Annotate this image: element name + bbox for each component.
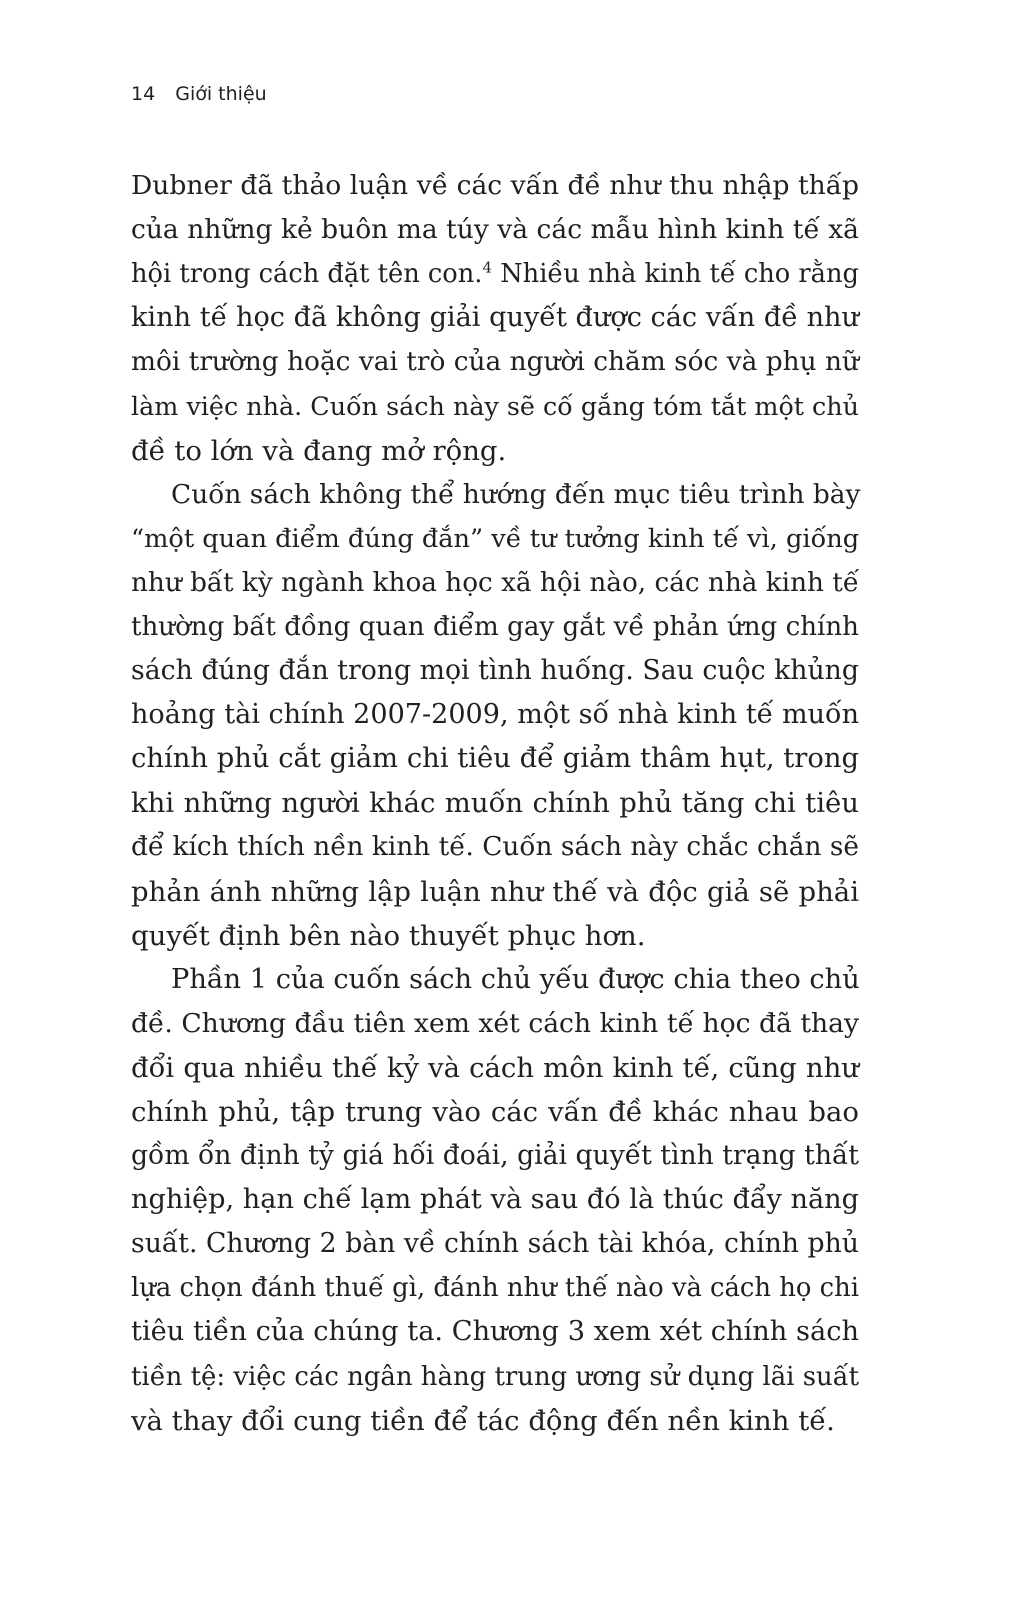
text-line: “một quan điểm đúng đắn” về tư tưởng kinh tế vì, giống: [131, 523, 860, 554]
text-line: đề. Chương đầu tiên xem xét cách kinh tế học đã thay: [131, 1007, 859, 1039]
text-line: suất. Chương 2 bàn về chính sách tài khóa, chính phủ: [131, 1228, 859, 1260]
running-header: [131, 80, 267, 108]
text-line: thường bất đồng quan điểm gay gắt về phản ứng chính: [131, 611, 859, 642]
text-line: Cuốn sách không thể hướng đến mục tiêu trình bày: [171, 478, 861, 510]
body-text: [131, 164, 859, 1443]
text-line-end: Nhiều nhà kinh tế cho rằng: [500, 259, 859, 290]
text-line: và thay đổi cung tiền để tác động đến nền kinh tế.: [131, 1404, 835, 1437]
text-line: chính phủ cắt giảm chi tiêu để giảm thâm hụt, trong: [131, 743, 859, 775]
text-line: làm việc nhà. Cuốn sách này sẽ cố gắng tóm tắt một chủ: [131, 391, 859, 422]
text-line: sách đúng đắn trong mọi tình huống. Sau cuộc khủng: [131, 655, 859, 687]
text-line: lựa chọn đánh thuế gì, đánh như thế nào và cách họ chi: [131, 1273, 859, 1304]
text-line: như bất kỳ ngành khoa học xã hội nào, các nhà kinh tế: [131, 567, 859, 598]
running-title: Giới thiệu: [175, 83, 267, 105]
text-line: để kích thích nền kinh tế. Cuốn sách này chắc chắn sẽ: [131, 832, 859, 863]
text-line: gồm ổn định tỷ giá hối đoái, giải quyết tình trạng thất: [131, 1140, 859, 1172]
text-line: hoảng tài chính 2007-2009, một số nhà kinh tế muốn: [131, 699, 859, 731]
text-line: đề to lớn và đang mở rộng.: [131, 434, 507, 467]
text-line: đổi qua nhiều thế kỷ và cách môn kinh tế, cũng như: [131, 1051, 859, 1084]
text-line: chính phủ, tập trung vào các vấn đề khác nhau bao: [131, 1095, 859, 1128]
paragraph-1: [131, 164, 859, 473]
page-number: 14: [131, 83, 156, 105]
text-line: Dubner đã thảo luận về các vấn đề như thu nhập thấp: [131, 170, 859, 201]
paragraph-2: [131, 473, 859, 958]
paragraph-3: [131, 958, 859, 1443]
text-line: tiền tệ: việc các ngân hàng trung ương sử dụng lãi suất: [131, 1361, 859, 1392]
text-line-start: hội trong cách đặt tên con.: [131, 259, 483, 290]
text-line: khi những người khác muốn chính phủ tăng chi tiêu: [131, 787, 859, 820]
text-line: của những kẻ buôn ma túy và các mẫu hình kinh tế xã: [131, 214, 859, 246]
text-line: kinh tế học đã không giải quyết được các vấn đề như: [131, 302, 859, 334]
text-line: Phần 1 của cuốn sách chủ yếu được chia theo chủ: [171, 963, 860, 995]
text-line: tiêu tiền của chúng ta. Chương 3 xem xét chính sách: [131, 1316, 859, 1348]
text-line: môi trường hoặc vai trò của người chăm sóc và phụ nữ: [131, 347, 859, 378]
text-line: phản ánh những lập luận như thế và độc giả sẽ phải: [131, 875, 859, 908]
footnote-reference: 4: [482, 258, 493, 277]
text-line: quyết định bên nào thuyết phục hơn.: [131, 919, 646, 952]
text-line-with-footnote: [131, 252, 859, 296]
text-line: nghiệp, hạn chế lạm phát và sau đó là thúc đẩy năng: [131, 1184, 860, 1216]
